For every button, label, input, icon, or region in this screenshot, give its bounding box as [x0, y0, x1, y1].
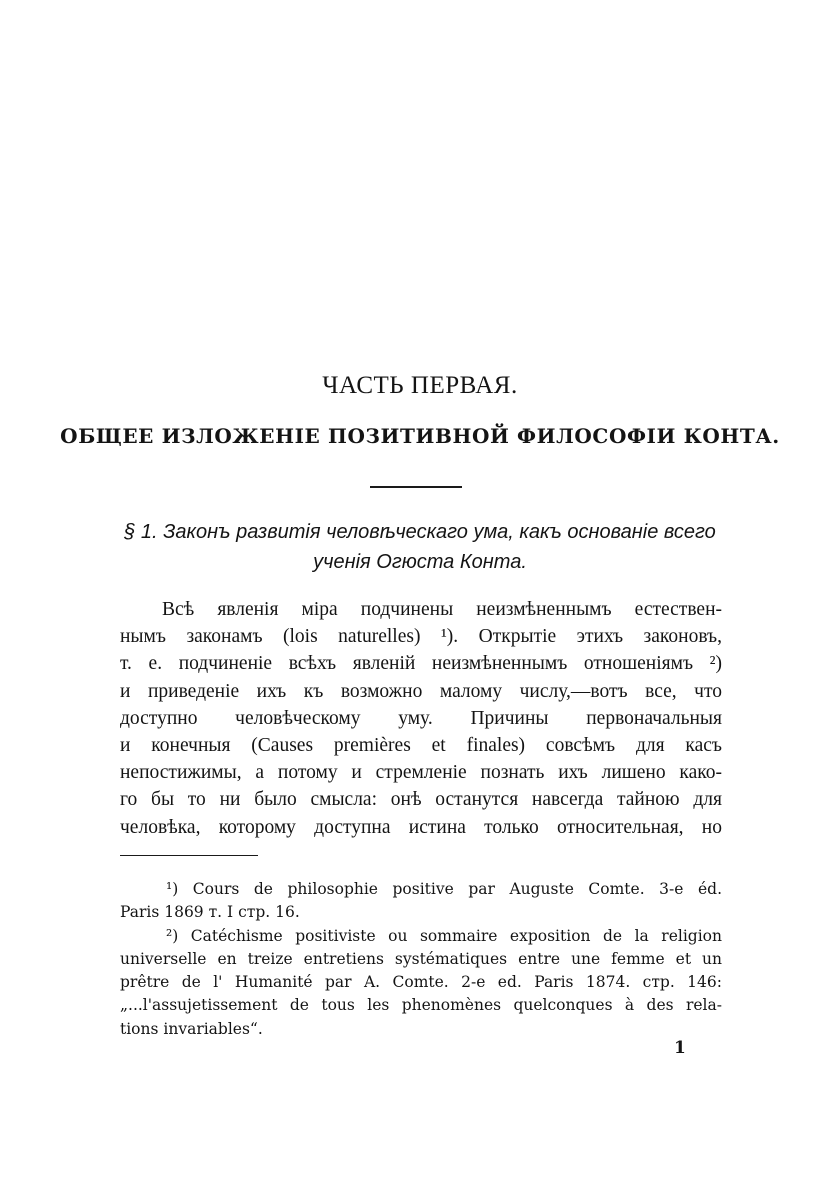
section-heading-line-2: ученія Огюста Конта.	[313, 551, 527, 573]
footnote-line: ²) Catéchisme positiviste ou sommaire exposition de la religion	[166, 926, 722, 945]
footnote-line: „...l'assujetissement de tous les phenomènes quelconques à des rela-	[120, 996, 722, 1015]
title-divider	[370, 486, 462, 488]
body-paragraph	[120, 596, 722, 841]
body-line: непостижимы, а потому и стремленіе познать ихъ лишено како-	[120, 762, 722, 784]
footnote-line: tions invariables“.	[120, 1019, 263, 1038]
body-line: и приведеніе ихъ къ возможно малому числу,—вотъ все, что	[120, 680, 722, 702]
part-subtitle: ОБЩЕЕ ИЗЛОЖЕНІЕ ПОЗИТИВНОЙ ФИЛОСОФІИ КОНТА.	[60, 424, 780, 448]
footnote-line: prêtre de l' Humanité par A. Comte. 2-e ed. Paris 1874. стр. 146:	[120, 973, 722, 992]
section-heading-line-1: § 1. Законъ развитія человѣческаго ума, какъ основаніе всего	[124, 521, 716, 543]
body-line: и конечныя (Causes premières et finales) совсѣмъ для касъ	[120, 734, 722, 756]
footnotes	[120, 878, 722, 1041]
footnote-line: Paris 1869 т. I стр. 16.	[120, 903, 300, 922]
body-line: т. е. подчиненіе всѣхъ явленій неизмѣненнымъ отношеніямъ ²)	[120, 653, 722, 675]
body-line: го бы то ни было смысла: онѣ останутся навсегда тайною для	[120, 789, 722, 811]
section-heading	[100, 517, 740, 577]
body-line: человѣка, которому доступна истина только относительная, но	[120, 816, 722, 838]
footnote-divider	[120, 855, 258, 856]
body-line: нымъ законамъ (lois naturelles) ¹). Открытіе этихъ законовъ,	[120, 626, 722, 648]
page-number: 1	[674, 1038, 686, 1058]
footnote-line: universelle en treize entretiens systématiques entre une femme et un	[120, 949, 722, 968]
footnote-line: ¹) Cours de philosophie positive par Auguste Comte. 3-e éd.	[166, 880, 722, 898]
part-title: ЧАСТЬ ПЕРВАЯ.	[322, 372, 518, 399]
body-line: доступно человѣческому уму. Причины первоначальныя	[120, 707, 722, 729]
body-line: Всѣ явленія міра подчинены неизмѣненнымъ естествен-	[162, 599, 722, 620]
